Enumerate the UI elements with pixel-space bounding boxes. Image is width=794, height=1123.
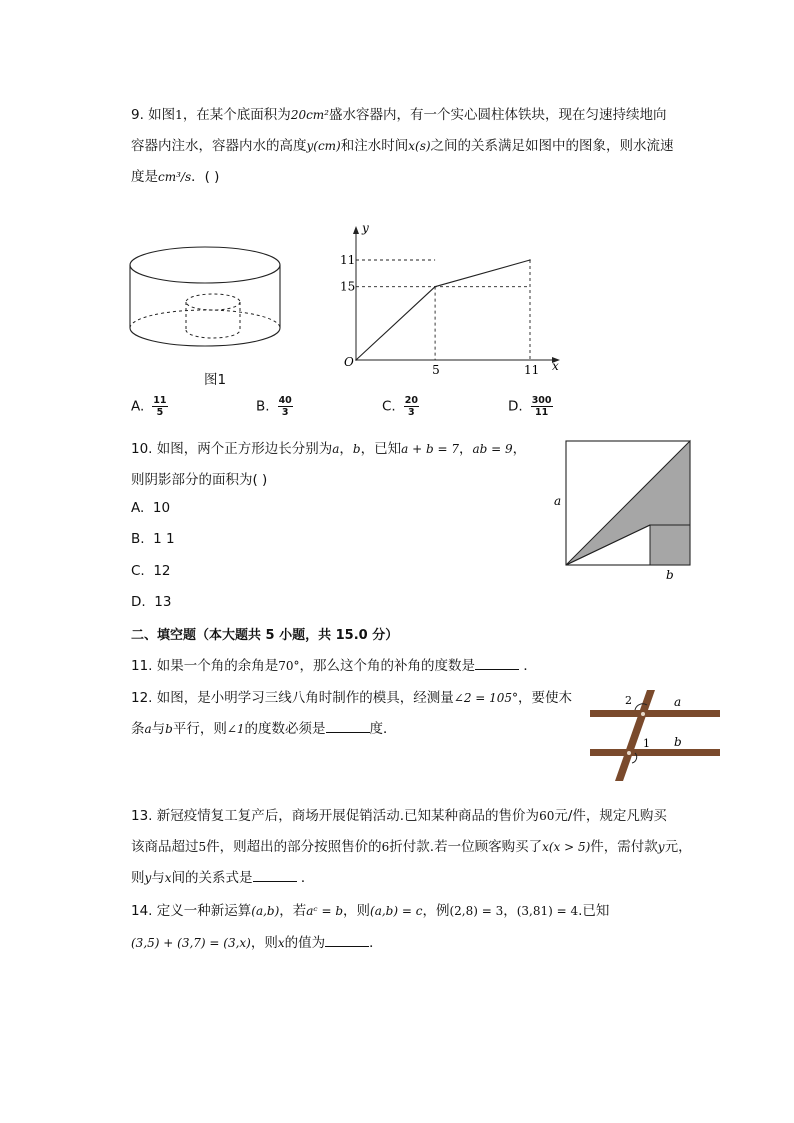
container-bottom-back (130, 310, 280, 328)
q11-answer-blank[interactable] (475, 657, 519, 670)
small-square (650, 525, 690, 565)
q13-line-2: 该商品超过5件，则超出的部分按照售价的6折付款.若一位顾客购买了x(x > 5)件，需付款y元， (131, 839, 692, 855)
q9-line-1: 9. 如图1，在某个底面积为20cm²盛水容器内，有一个实心圆柱体铁块，现在匀速持续地向 (131, 107, 667, 123)
q10-option-d[interactable]: D. 13 (131, 594, 172, 610)
q9-option-a[interactable]: A. $\frac{11}{5}$ (131, 395, 167, 418)
q10-figure (550, 435, 700, 585)
q9-line-3: 度是cm³/s．( ) (131, 169, 220, 185)
stick-transversal (615, 690, 655, 781)
q10-option-b[interactable]: B. 1 1 (131, 531, 175, 547)
data-point-2 (529, 259, 531, 261)
q9-line-2: 容器内注水，容器内水的高度y(cm)和注水时间x(s)之间的关系满足如图中的图象，则水流速 (131, 138, 674, 154)
q9-option-d[interactable]: D. $\frac{300}{11}$ (508, 395, 552, 418)
iron-block-bottom (186, 330, 240, 338)
label-2: 2 (625, 694, 632, 707)
q9-graph (330, 220, 570, 380)
container-top (130, 247, 280, 283)
section-2-heading: 二、填空题（本大题共 5 小题，共 15.0 分） (131, 628, 399, 643)
label-b: b (666, 568, 674, 582)
q12-answer-blank[interactable] (326, 720, 370, 733)
pin-bottom (627, 751, 631, 755)
data-point-0 (355, 359, 357, 361)
iron-block-top (186, 294, 240, 310)
x-tick-label-11: 11 (524, 363, 540, 377)
q13-line-3: 则y与x间的关系式是 ． (131, 870, 315, 886)
label-1: 1 (643, 737, 650, 750)
q13-answer-blank[interactable] (253, 869, 297, 882)
label-b: b (674, 735, 682, 749)
stick-b (590, 749, 720, 756)
q13-line-1: 13. 新冠疫情复工复产后，商场开展促销活动.已知某种商品的售价为60元/件，规定凡购买 (131, 808, 667, 824)
label-a: a (554, 494, 562, 508)
q9-option-c[interactable]: C. $\frac{20}{3}$ (382, 395, 418, 418)
stick-a (590, 710, 720, 717)
origin-label: O (344, 355, 354, 369)
q10-option-c[interactable]: C. 12 (131, 563, 171, 579)
series-line (356, 260, 530, 360)
q12-figure (585, 685, 725, 785)
q12-line-1: 12. 如图，是小明学习三线八角时制作的模具，经测量∠2 = 105°，要使木 (131, 690, 573, 706)
y-tick-label-15: 11 (340, 253, 356, 267)
x-tick-label-5: 5 (432, 363, 440, 377)
figure-1-caption: 图1 (204, 372, 227, 388)
data-point-1 (434, 286, 436, 288)
q10-line-2: 则阴影部分的面积为( ) (131, 472, 268, 488)
pin-top (641, 712, 645, 716)
q10-option-a[interactable]: A. 10 (131, 500, 171, 516)
q10-line-1: 10. 如图，两个正方形边长分别为a，b，已知a + b = 7，ab = 9， (131, 441, 527, 457)
container-bottom-front (130, 328, 280, 346)
q9-option-b[interactable]: B. $\frac{40}{3}$ (256, 395, 292, 418)
y-axis-arrow (353, 226, 359, 234)
q14-line-2: (3,5) + (3,7) = (3,x)，则x的值为 ． (131, 935, 383, 951)
y-axis-label: y (362, 221, 369, 235)
label-a: a (674, 695, 682, 709)
q11-line: 11. 如果一个角的余角是70°，那么这个角的补角的度数是 ． (131, 658, 537, 674)
q14-answer-blank[interactable] (325, 934, 369, 947)
q14-line-1: 14. 定义一种新运算(a,b)，若aᶜ = b，则(a,b) = c，例(2,8) = 3，(3,81) = 4.已知 (131, 903, 610, 919)
y-tick-label-11: 15 (340, 279, 356, 294)
q12-line-2: 条a与b平行，则∠1的度数必须是 度． (131, 721, 397, 737)
x-axis-label: x (552, 359, 559, 373)
